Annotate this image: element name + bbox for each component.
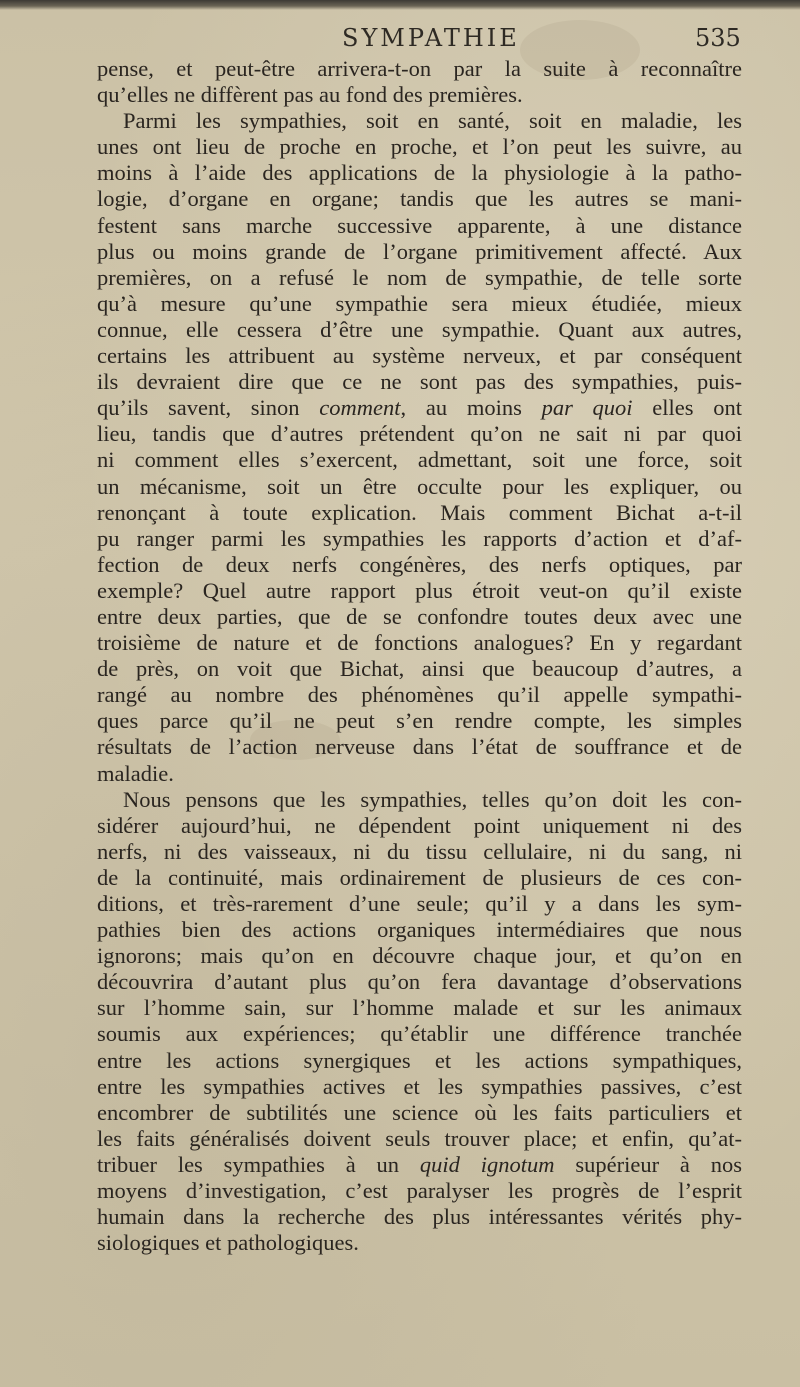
text-segment: elles ont xyxy=(632,395,742,421)
text-segment: entre les sympathies actives et les sympathies passives, c’est xyxy=(97,1073,742,1099)
text-line xyxy=(97,1204,742,1230)
text-segment: ignorons; mais qu’on en découvre chaque jour, et qu’on en xyxy=(97,943,742,969)
text-line xyxy=(97,734,742,760)
text-segment: connue, elle cessera d’être une sympathie. Quant aux autres, xyxy=(97,316,742,342)
text-segment: rangé au nombre des phénomènes qu’il appelle sympathi- xyxy=(97,682,742,708)
text-line xyxy=(97,1074,742,1100)
text-line xyxy=(97,474,742,500)
running-head-title: SYMPATHIE xyxy=(342,24,520,52)
text-segment: sidérer aujourd’hui, ne dépendent point uniquement ni des xyxy=(97,812,742,838)
text-segment: siologiques et pathologiques. xyxy=(97,1230,359,1256)
text-segment: ni comment elles s’exercent, admettant, soit une force, soit xyxy=(97,447,742,473)
text-segment: humain dans la recherche des plus intéressantes vérités phy- xyxy=(97,1204,742,1230)
text-line xyxy=(97,1126,742,1152)
text-line xyxy=(97,239,742,265)
text-line xyxy=(97,134,742,160)
text-segment: maladie. xyxy=(97,760,174,786)
text-line xyxy=(97,578,742,604)
text-segment: résultats de l’action nerveuse dans l’état de souffrance et de xyxy=(97,734,742,760)
text-segment: Nous pensons que les sympathies, telles qu’on doit les con- xyxy=(123,786,742,812)
text-segment: exemple? Quel autre rapport plus étroit veut-on qu’il existe xyxy=(97,577,742,603)
text-line xyxy=(97,1178,742,1204)
text-line xyxy=(97,1100,742,1126)
text-segment: pense, et peut-être arrivera-t-on par la suite à reconnaître xyxy=(97,56,742,81)
text-line xyxy=(97,865,742,891)
text-segment: troisième de nature et de fonctions analogues? En y regardant xyxy=(97,630,742,656)
text-segment: , au moins xyxy=(400,395,542,421)
text-line xyxy=(97,761,742,787)
text-segment: qu’à mesure qu’une sympathie sera mieux étudiée, mieux xyxy=(97,290,742,316)
text-line xyxy=(97,969,742,995)
text-segment: nerfs, ni des vaisseaux, ni du tissu cellulaire, ni du sang, ni xyxy=(97,838,742,864)
text-segment: de la continuité, mais ordinairement de plusieurs de ces con- xyxy=(97,864,742,890)
text-line xyxy=(97,813,742,839)
text-line xyxy=(97,369,742,395)
text-line xyxy=(97,1048,742,1074)
text-line xyxy=(97,656,742,682)
text-line xyxy=(97,265,742,291)
text-line xyxy=(97,108,742,134)
italic-text: par quoi xyxy=(541,395,633,421)
text-line xyxy=(97,1230,742,1256)
text-segment: tribuer les sympathies à un xyxy=(97,1151,420,1177)
text-segment: soumis aux expériences; qu’établir une différence tranchée xyxy=(97,1021,742,1047)
text-line xyxy=(97,343,742,369)
text-segment: de près, on voit que Bichat, ainsi que beaucoup d’autres, a xyxy=(97,656,742,682)
text-line xyxy=(97,160,742,186)
text-line xyxy=(97,291,742,317)
text-line xyxy=(97,1152,742,1178)
text-line xyxy=(97,787,742,813)
text-segment: pu ranger parmi les sympathies les rapports d’action et d’af- xyxy=(97,525,742,551)
text-line xyxy=(97,682,742,708)
text-line xyxy=(97,995,742,1021)
text-line xyxy=(97,630,742,656)
text-line xyxy=(97,708,742,734)
text-line xyxy=(97,82,742,108)
text-segment: pathies bien des actions organiques intermédiaires que nous xyxy=(97,917,742,943)
text-segment: supérieur à nos xyxy=(554,1151,742,1177)
text-line xyxy=(97,213,742,239)
text-segment: certains les attribuent au système nerveux, et par conséquent xyxy=(97,343,742,369)
text-line xyxy=(97,317,742,343)
text-segment: moyens d’investigation, c’est paralyser les progrès de l’esprit xyxy=(97,1178,742,1204)
text-line xyxy=(97,395,742,421)
text-line xyxy=(97,56,742,82)
text-segment: lieu, tandis que d’autres prétendent qu’on ne sait ni par quoi xyxy=(97,421,742,447)
text-segment: entre deux parties, que de se confondre toutes deux avec une xyxy=(97,603,742,629)
italic-text: quid ignotum xyxy=(419,1151,555,1177)
italic-text: comment xyxy=(319,395,401,421)
text-segment: premières, on a refusé le nom de sympathie, de telle sorte xyxy=(97,264,742,290)
text-line xyxy=(97,891,742,917)
text-segment: festent sans marche successive apparente, à une distance xyxy=(97,212,742,238)
text-line xyxy=(97,1021,742,1047)
page-top-edge-shadow xyxy=(0,0,800,10)
text-segment: découvrira d’autant plus qu’on fera davantage d’observations xyxy=(97,969,742,995)
page-number: 535 xyxy=(695,24,741,52)
text-segment: ques parce qu’il ne peut s’en rendre compte, les simples xyxy=(97,708,742,734)
text-segment: un mécanisme, soit un être occulte pour les expliquer, ou xyxy=(97,473,742,499)
text-segment: plus ou moins grande de l’organe primitivement affecté. Aux xyxy=(97,238,742,264)
text-line xyxy=(97,500,742,526)
text-line xyxy=(97,839,742,865)
text-line xyxy=(97,526,742,552)
text-segment: unes ont lieu de proche en proche, et l’on peut les suivre, au xyxy=(97,134,742,160)
body-text xyxy=(97,56,742,1256)
text-segment: ditions, et très-rarement d’une seule; qu’il y a dans les sym- xyxy=(97,891,742,916)
text-segment: les faits généralisés doivent seuls trouver place; et enfin, qu’at- xyxy=(97,1125,742,1151)
text-line xyxy=(97,421,742,447)
text-segment: ils devraient dire que ce ne sont pas des sympathies, puis- xyxy=(97,369,742,395)
text-line xyxy=(97,552,742,578)
text-segment: moins à l’aide des applications de la physiologie à la patho- xyxy=(97,160,742,186)
text-line xyxy=(97,447,742,473)
text-segment: entre les actions synergiques et les actions sympathiques, xyxy=(97,1047,742,1073)
running-head xyxy=(0,22,800,58)
text-segment: qu’ils savent, sinon xyxy=(97,395,320,421)
text-segment: Parmi les sympathies, soit en santé, soit en maladie, les xyxy=(123,108,742,134)
text-line xyxy=(97,186,742,212)
text-segment: encombrer de subtilités une science où les faits particuliers et xyxy=(97,1099,742,1125)
text-line xyxy=(97,604,742,630)
text-segment: renonçant à toute explication. Mais comment Bichat a-t-il xyxy=(97,499,742,525)
text-segment: logie, d’organe en organe; tandis que les autres se mani- xyxy=(97,186,742,212)
text-segment: sur l’homme sain, sur l’homme malade et sur les animaux xyxy=(97,995,742,1021)
text-line xyxy=(97,917,742,943)
text-segment: qu’elles ne diffèrent pas au fond des premières. xyxy=(97,82,523,108)
text-segment: fection de deux nerfs congénères, des nerfs optiques, par xyxy=(97,551,742,577)
text-line xyxy=(97,943,742,969)
